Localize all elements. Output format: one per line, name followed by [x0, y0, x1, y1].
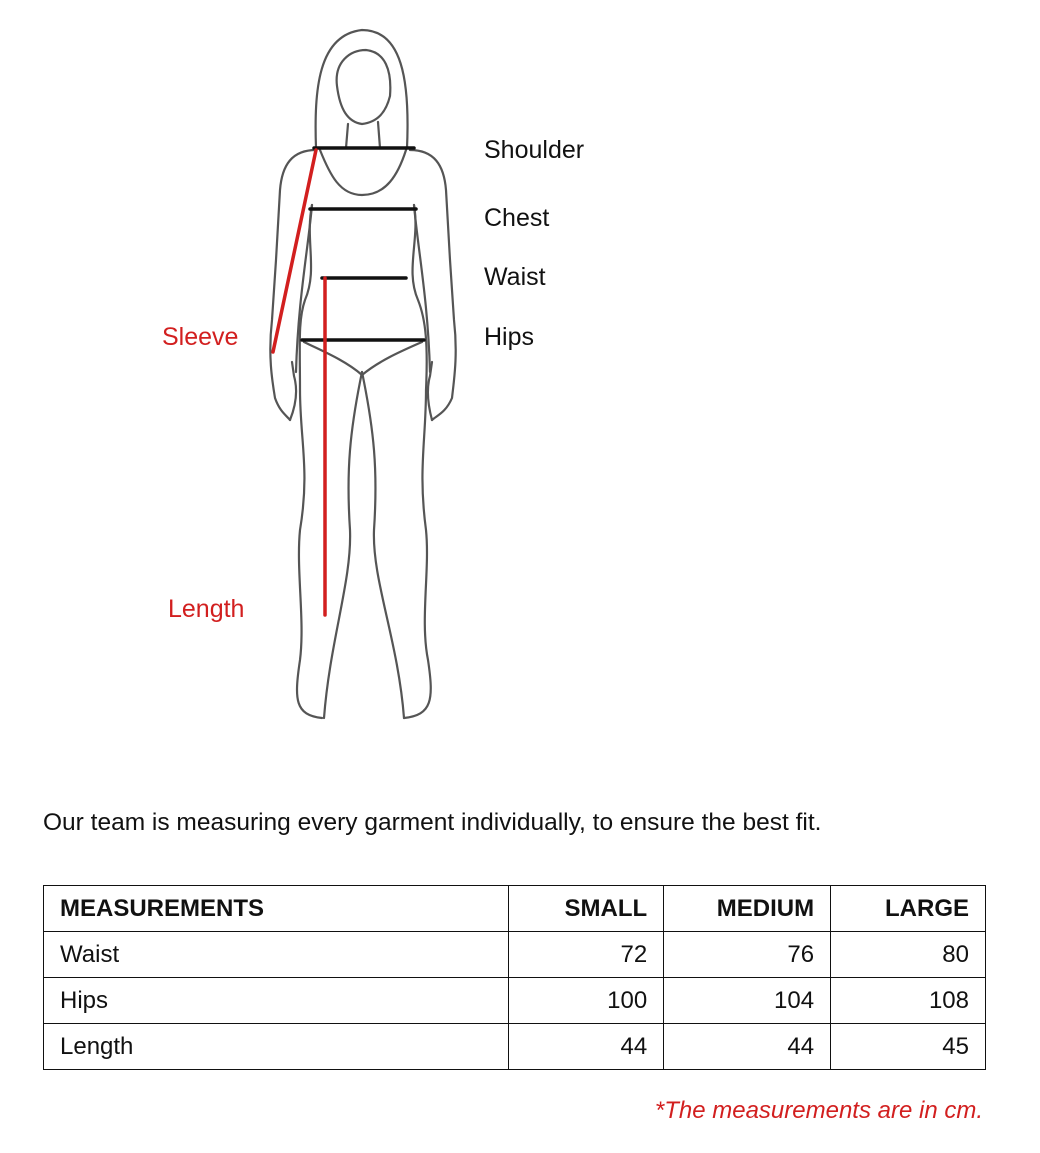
cell-large: 108 — [831, 978, 986, 1024]
table-row — [44, 932, 986, 978]
intro-text: Our team is measuring every garment individually, to ensure the best fit. — [43, 809, 822, 836]
label-length: Length — [168, 595, 245, 623]
size-chart-table — [43, 885, 986, 1070]
header-large: LARGE — [831, 886, 986, 932]
header-measurements: MEASUREMENTS — [44, 886, 509, 932]
label-chest: Chest — [484, 204, 550, 232]
cell-medium: 76 — [664, 932, 831, 978]
header-small: SMALL — [509, 886, 664, 932]
table-header-row — [44, 886, 986, 932]
cell-large: 45 — [831, 1024, 986, 1070]
cell-medium: 44 — [664, 1024, 831, 1070]
label-sleeve: Sleeve — [162, 323, 239, 351]
table-row — [44, 978, 986, 1024]
cell-large: 80 — [831, 932, 986, 978]
label-waist: Waist — [484, 263, 546, 291]
cell-small: 100 — [509, 978, 664, 1024]
table-row — [44, 1024, 986, 1070]
cell-small: 44 — [509, 1024, 664, 1070]
row-label: Hips — [44, 978, 509, 1024]
cell-small: 72 — [509, 932, 664, 978]
label-shoulder: Shoulder — [484, 136, 585, 164]
header-medium: MEDIUM — [664, 886, 831, 932]
units-note: *The measurements are in cm. — [654, 1097, 983, 1124]
row-label: Waist — [44, 932, 509, 978]
label-hips: Hips — [484, 323, 535, 351]
row-label: Length — [44, 1024, 509, 1070]
cell-medium: 104 — [664, 978, 831, 1024]
